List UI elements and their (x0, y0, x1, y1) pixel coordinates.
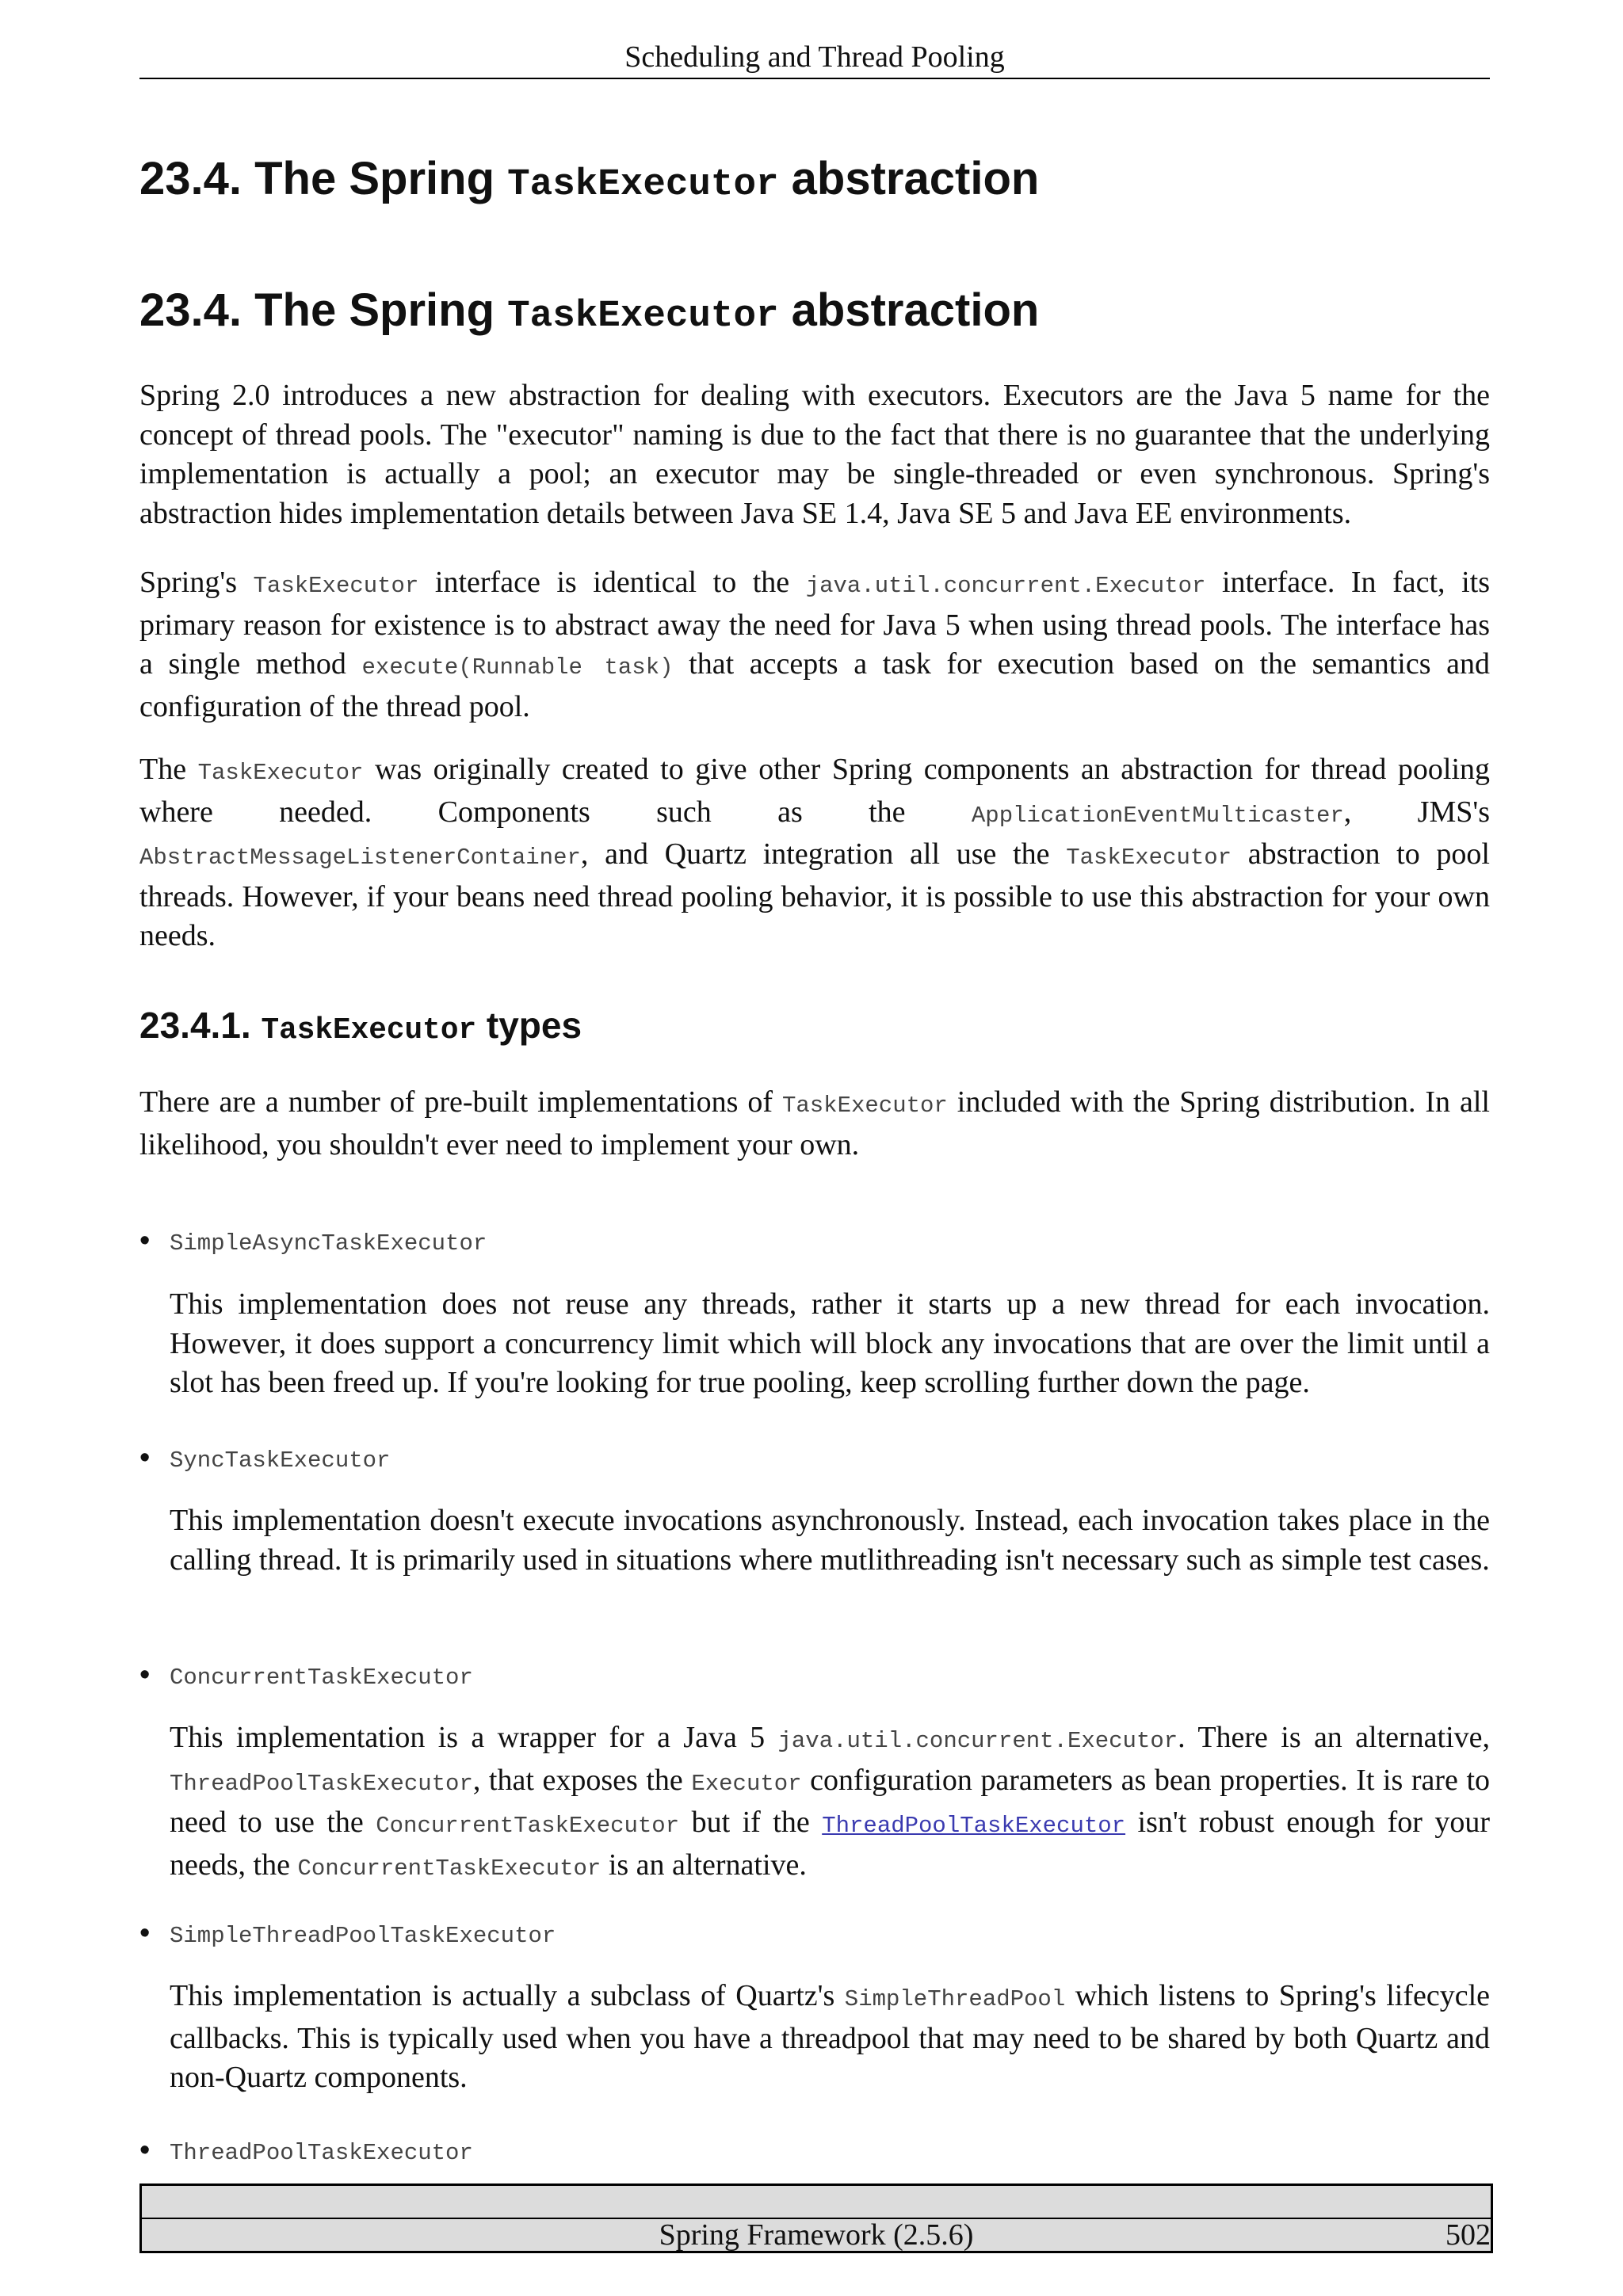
list-item-description: This implementation is a wrapper for a Java 5 java.util.concurrent.Executor. There is an alternative, ThreadPoolTaskExecutor, that exposes the Executor configuration parameters as bean properties. It is rare to need to use the ConcurrentTaskExecutor but if the ThreadPoolTaskExecutor isn't robust enough for your needs, the ConcurrentTaskExecutor is an alternative. (170, 1721, 1490, 1882)
code-java-executor: java.util.concurrent.Executor (777, 1728, 1178, 1754)
section-heading-23-4 (139, 149, 1490, 215)
code-task-executor: TaskExecutor (253, 573, 419, 599)
heading-text-pre: The Spring (254, 284, 495, 336)
bullet-icon: • (139, 1441, 151, 1474)
intro-paragraph-1: Spring 2.0 introduces a new abstraction for dealing with executors. Executors are the Java 5 name for the concept of thread pools. The "executor" naming is due to the fact that there is no guarantee that the underlying implementation is actually a pool; an executor may be single-threaded or even synchronous. Spring's abstraction hides implementation details between Java SE 1.4, Java SE 5 and Java EE environments. (139, 379, 1490, 530)
list-item-term (139, 1656, 1490, 1695)
code-event-multicaster: ApplicationEventMulticaster (971, 802, 1344, 829)
intro-paragraph-3: The TaskExecutor was originally created to give other Spring components an abstraction for thread pooling where needed. Components such as the ApplicationEventMulticaster, JMS's AbstractMessageListenerContainer, and Quartz integration all use the TaskExecutor abstraction to pool threads. However, if your beans need thread pooling behavior, it is possible to use this abstraction for your own needs. (139, 753, 1491, 953)
bullet-icon: • (139, 1224, 151, 1257)
heading-text-pre: The Spring (254, 153, 495, 204)
header-rule (139, 78, 1490, 79)
subsection-heading-23-4-1 (139, 1000, 1490, 1056)
term-thread-pool-task-executor: ThreadPoolTaskExecutor (170, 2140, 473, 2166)
term-simple-async-task-executor: SimpleAsyncTaskExecutor (170, 1230, 487, 1257)
term-simple-thread-pool-task-executor: SimpleThreadPoolTaskExecutor (170, 1923, 556, 1949)
term-sync-task-executor: SyncTaskExecutor (170, 1447, 391, 1474)
term-concurrent-task-executor: ConcurrentTaskExecutor (170, 1665, 473, 1691)
heading-code: TaskExecutor (507, 163, 779, 206)
code-java-executor: java.util.concurrent.Executor (805, 573, 1206, 599)
code-thread-pool-task-executor: ThreadPoolTaskExecutor (170, 1770, 473, 1797)
code-concurrent-task-executor: ConcurrentTaskExecutor (376, 1813, 680, 1840)
heading-text-post: types (486, 1005, 582, 1046)
link-thread-pool-task-executor[interactable]: ThreadPoolTaskExecutor (822, 1813, 1126, 1840)
intro-paragraph-2: Spring's TaskExecutor interface is identical to the java.util.concurrent.Executor interface. In fact, its primary reason for existence is to abstract away the need for Java 5 when using thread pools. The interface has a single method execute(Runnable task) that accepts a task for execution based on the semantics and configuration of the thread pool. (139, 566, 1490, 723)
list-item-term (139, 2131, 1490, 2171)
code-executor: Executor (691, 1770, 802, 1797)
list-item-term (139, 1914, 1490, 1954)
bullet-icon: • (139, 2134, 151, 2167)
code-message-listener-container: AbstractMessageListenerContainer (139, 845, 581, 871)
heading-number: 23.4.1. (139, 1005, 251, 1046)
code-task-executor: TaskExecutor (197, 760, 364, 786)
code-task-executor: TaskExecutor (1066, 845, 1232, 871)
list-item-description: This implementation doesn't execute invocations asynchronously. Instead, each invocation takes place in the calling thread. It is primarily used in situations where mutlithreading isn't necessary such as simple test cases. (170, 1504, 1490, 1577)
code-simple-thread-pool: SimpleThreadPool (844, 1986, 1066, 2012)
heading-code: TaskExecutor (261, 1014, 477, 1047)
heading-code: TaskExecutor (507, 295, 779, 338)
list-item-description: This implementation does not reuse any threads, rather it starts up a new thread for each invocation. However, it does support a concurrency limit which will block any invocations that are over the limit until a slot has been freed up. If you're looking for true pooling, keep scrolling further down the page. (170, 1287, 1490, 1400)
list-item-description: This implementation is actually a subclass of Quartz's SimpleThreadPool which listens to Spring's lifecycle callbacks. This is typically used when you have a threadpool that may need to be shared by both Quartz and non-Quartz components. (170, 1979, 1491, 2095)
footer-title: Spring Framework (2.5.6) (659, 2218, 974, 2252)
page-number: 502 (1445, 2218, 1491, 2252)
section-heading-23-4-repeat (139, 280, 1490, 346)
heading-text-post: abstraction (791, 153, 1040, 204)
bullet-icon: • (139, 1917, 151, 1950)
bullet-icon: • (139, 1658, 151, 1691)
code-execute-method: execute(Runnable task) (361, 654, 674, 681)
heading-number: 23.4. (139, 284, 242, 336)
code-concurrent-task-executor: ConcurrentTaskExecutor (297, 1855, 601, 1882)
running-header: Scheduling and Thread Pooling (624, 40, 1005, 74)
list-item-term (139, 1439, 1490, 1478)
heading-text-post: abstraction (791, 284, 1040, 336)
list-item-term (139, 1222, 1490, 1261)
heading-number: 23.4. (139, 153, 242, 204)
code-task-executor: TaskExecutor (781, 1093, 948, 1119)
page-footer (139, 2183, 1493, 2253)
types-intro-paragraph: There are a number of pre-built implementations of TaskExecutor included with the Spring distribution. In all likelihood, you shouldn't ever need to implement your own. (139, 1085, 1490, 1161)
